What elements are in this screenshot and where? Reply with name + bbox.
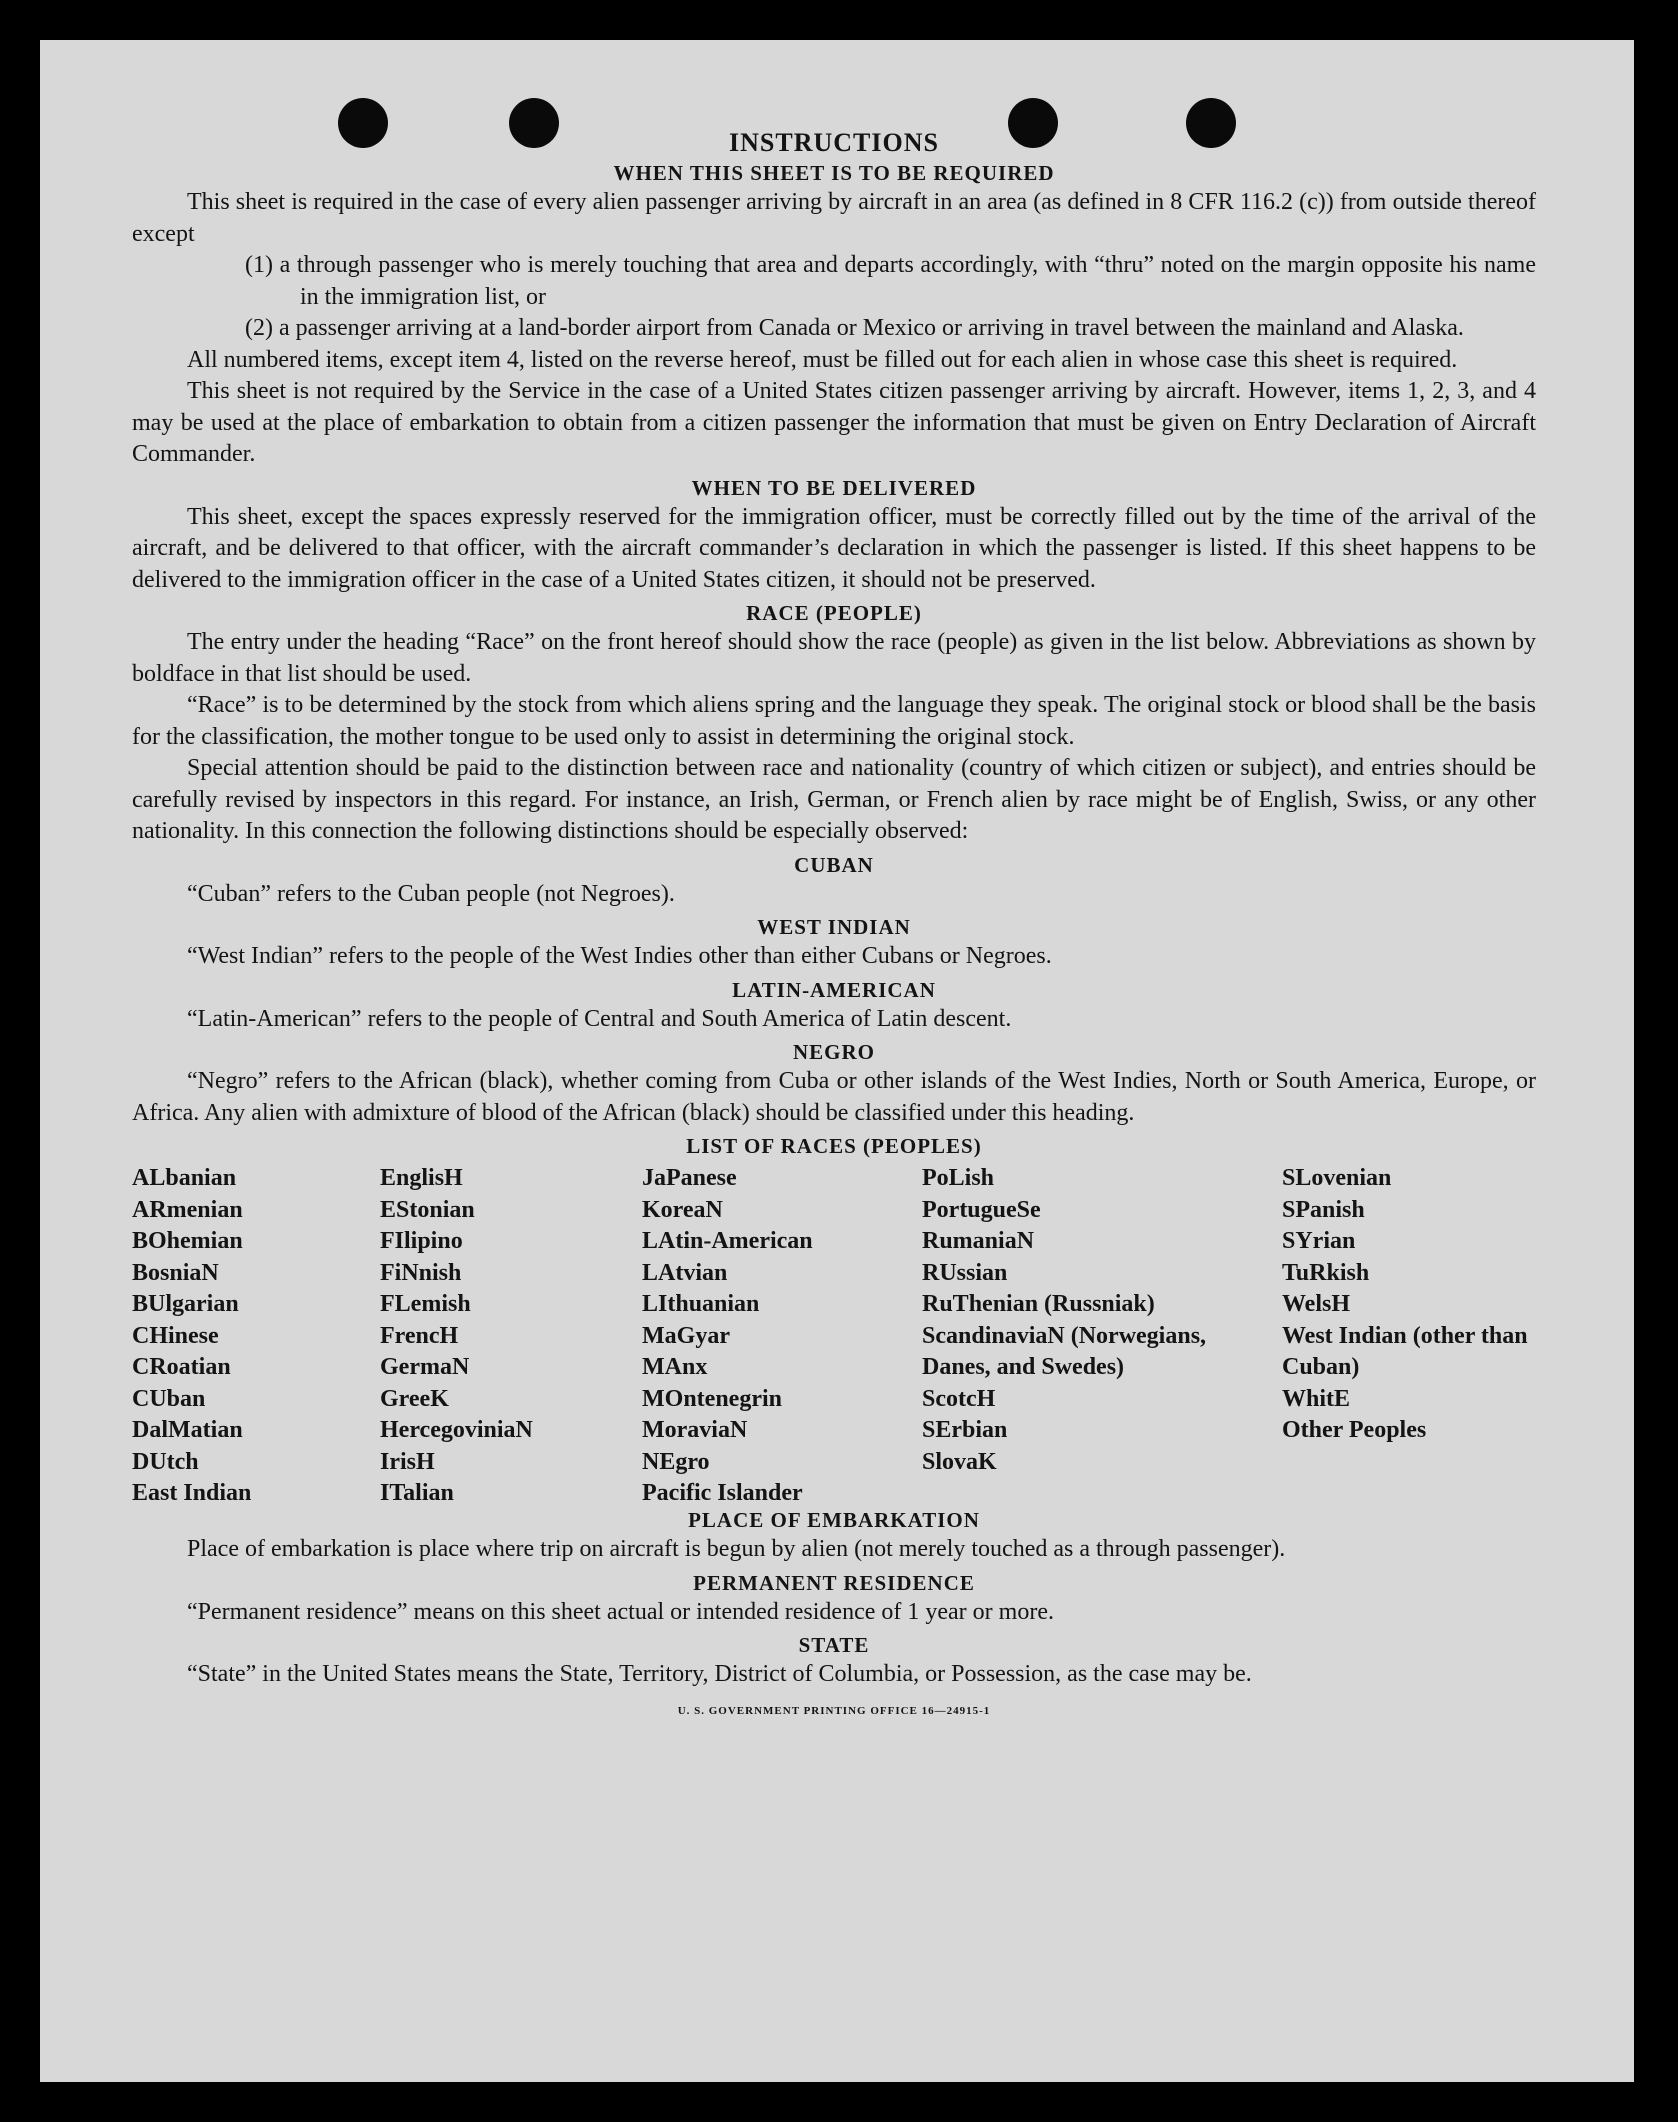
races-column-4 xyxy=(922,1163,1212,1478)
paragraph: The entry under the heading “Race” on the front hereof should show the race (people) as given in the list below. Abbreviations as shown by boldface in that list should be used. xyxy=(132,629,1536,687)
race-item: WhitE xyxy=(1282,1385,1351,1412)
heading-state: STATE xyxy=(798,1633,870,1657)
race-item: WelsH xyxy=(1282,1291,1351,1317)
heading-race: RACE (PEOPLE) xyxy=(746,601,922,625)
page-title: INSTRUCTIONS xyxy=(729,128,939,157)
race-item: SPanish xyxy=(1282,1196,1365,1223)
race-item: ITalian xyxy=(380,1480,454,1506)
race-item: LAtvian xyxy=(642,1259,728,1286)
race-item: BUlgarian xyxy=(132,1291,239,1317)
race-item: GreeK xyxy=(380,1385,449,1412)
heading-when-required: WHEN THIS SHEET IS TO BE REQUIRED xyxy=(613,161,1055,185)
list-item: (1) a through passenger who is merely touching that area and departs accordingly, with “thru” noted on the margin opposite his name in the immigration list, or xyxy=(245,252,1536,310)
paragraph: This sheet is not required by the Service in the case of a United States citizen passenger arriving by aircraft. However, items 1, 2, 3, and 4 may be used at the place of embarkation to obtain from a citizen passenger the information that must be given on Entry Declaration of Aircraft Commander. xyxy=(132,378,1536,467)
race-item: FiNnish xyxy=(380,1259,462,1286)
race-item: CUban xyxy=(132,1385,206,1412)
paragraph: “Race” is to be determined by the stock from which aliens spring and the language they speak. The original stock or blood shall be the basis for the classification, the mother tongue to be used only to assist in determining the original stock. xyxy=(132,692,1536,750)
race-item: PortugueSe xyxy=(922,1196,1041,1223)
race-item: MOntenegrin xyxy=(642,1385,782,1412)
races-column-2 xyxy=(380,1163,630,1510)
race-item: EnglisH xyxy=(380,1165,463,1191)
paragraph: Special attention should be paid to the distinction between race and nationality (country of which citizen or subject), and entries should be carefully revised by inspectors in this regard. For instance, an Irish, German, or French alien by race might be of English, Swiss, or any other nationality. In this connection the following distinctions should be especially observed: xyxy=(132,755,1536,844)
paragraph: “West Indian” refers to the people of the West Indies other than either Cubans or Negroes. xyxy=(187,943,1052,969)
race-item: West Indian (other than Cuban) xyxy=(1282,1322,1528,1380)
instructions-content xyxy=(132,88,1536,1717)
race-item: RumaniaN xyxy=(922,1228,1035,1254)
race-item: East Indian xyxy=(132,1480,252,1506)
race-item: FLemish xyxy=(380,1291,471,1317)
heading-when-delivered: WHEN TO BE DELIVERED xyxy=(691,475,977,500)
document-sheet xyxy=(40,40,1634,2082)
paragraph: This sheet is required in the case of every alien passenger arriving by aircraft in an area (as defined in 8 CFR 116.2 (c)) from outside thereof except xyxy=(132,189,1536,247)
race-item: HercegoviniaN xyxy=(380,1417,533,1443)
heading-list-of-races: LIST OF RACES (PEOPLES) xyxy=(686,1134,982,1158)
printer-imprint: U. S. GOVERNMENT PRINTING OFFICE 16—24915-1 xyxy=(677,1704,991,1717)
races-column-1 xyxy=(132,1163,362,1510)
race-item: SLovenian xyxy=(1282,1165,1392,1191)
race-item: SlovaK xyxy=(922,1448,997,1475)
races-list xyxy=(132,1163,1536,1506)
race-item: LIthuanian xyxy=(642,1291,760,1317)
paragraph: “Cuban” refers to the Cuban people (not Negroes). xyxy=(187,880,675,907)
heading-negro: NEGRO xyxy=(792,1040,875,1064)
race-item: Pacific Islander xyxy=(642,1480,803,1506)
race-item: PoLish xyxy=(922,1165,995,1191)
race-item: FrencH xyxy=(380,1322,459,1349)
race-item: ScotcH xyxy=(922,1385,996,1412)
race-item: RUssian xyxy=(922,1259,1008,1286)
paragraph: “State” in the United States means the State, Territory, District of Columbia, or Possession, as the case may be. xyxy=(187,1661,1252,1687)
heading-latin-american: LATIN-AMERICAN xyxy=(732,977,936,1002)
races-column-5 xyxy=(1282,1163,1536,1447)
races-column-3 xyxy=(642,1163,912,1510)
paragraph: This sheet, except the spaces expressly reserved for the immigration officer, must be correctly filled out by the time of the arrival of the aircraft, and be delivered to that officer, with the aircraft commander’s declaration in which the passenger is listed. If this sheet happens to be delivered to the immigration officer in the case of a United States citizen, it should not be preserved. xyxy=(132,503,1536,593)
race-item: GermaN xyxy=(380,1354,470,1380)
race-item: BosniaN xyxy=(132,1259,219,1286)
race-item: DalMatian xyxy=(132,1417,243,1443)
race-item: CRoatian xyxy=(132,1354,231,1380)
race-item: EStonian xyxy=(380,1196,475,1223)
heading-permanent-residence: PERMANENT RESIDENCE xyxy=(693,1570,975,1595)
race-item: DUtch xyxy=(132,1448,199,1475)
list-item: (2) a passenger arriving at a land-border airport from Canada or Mexico or arriving in travel between the mainland and Alaska. xyxy=(245,315,1464,341)
race-item: BOhemian xyxy=(132,1228,243,1254)
race-item: MoraviaN xyxy=(642,1417,748,1443)
heading-place-of-embarkation: PLACE OF EMBARKATION xyxy=(688,1508,980,1532)
heading-west-indian: WEST INDIAN xyxy=(757,915,911,939)
race-item: IrisH xyxy=(380,1448,435,1475)
race-item: TuRkish xyxy=(1282,1259,1370,1286)
race-item: LAtin-American xyxy=(642,1228,813,1254)
race-item: RuThenian (Russniak) xyxy=(922,1291,1155,1317)
race-item: SErbian xyxy=(922,1417,1008,1443)
race-item: MAnx xyxy=(642,1354,708,1380)
heading-cuban: CUBAN xyxy=(794,852,874,877)
race-item: ARmenian xyxy=(132,1196,243,1223)
race-item: FIlipino xyxy=(380,1228,463,1254)
race-item: ALbanian xyxy=(132,1165,237,1191)
race-item: JaPanese xyxy=(642,1165,737,1191)
race-item: KoreaN xyxy=(642,1196,723,1223)
paragraph: All numbered items, except item 4, listed on the reverse hereof, must be filled out for each alien in whose case this sheet is required. xyxy=(187,346,1458,373)
race-item: MaGyar xyxy=(642,1322,730,1349)
paragraph: “Negro” refers to the African (black), whether coming from Cuba or other islands of the West Indies, North or South America, Europe, or Africa. Any alien with admixture of blood of the African (black) should be classified under this heading. xyxy=(132,1068,1536,1126)
race-item: ScandinaviaN (Norwegians, Danes, and Swedes) xyxy=(922,1322,1207,1380)
paragraph: “Permanent residence” means on this sheet actual or intended residence of 1 year or more. xyxy=(187,1598,1054,1625)
race-item: NEgro xyxy=(642,1448,710,1475)
race-item: Other Peoples xyxy=(1282,1417,1427,1443)
paragraph: Place of embarkation is place where trip on aircraft is begun by alien (not merely touched as a through passenger). xyxy=(187,1536,1286,1562)
race-item: SYrian xyxy=(1282,1228,1356,1254)
paragraph: “Latin-American” refers to the people of Central and South America of Latin descent. xyxy=(187,1005,1012,1032)
race-item: CHinese xyxy=(132,1322,219,1349)
